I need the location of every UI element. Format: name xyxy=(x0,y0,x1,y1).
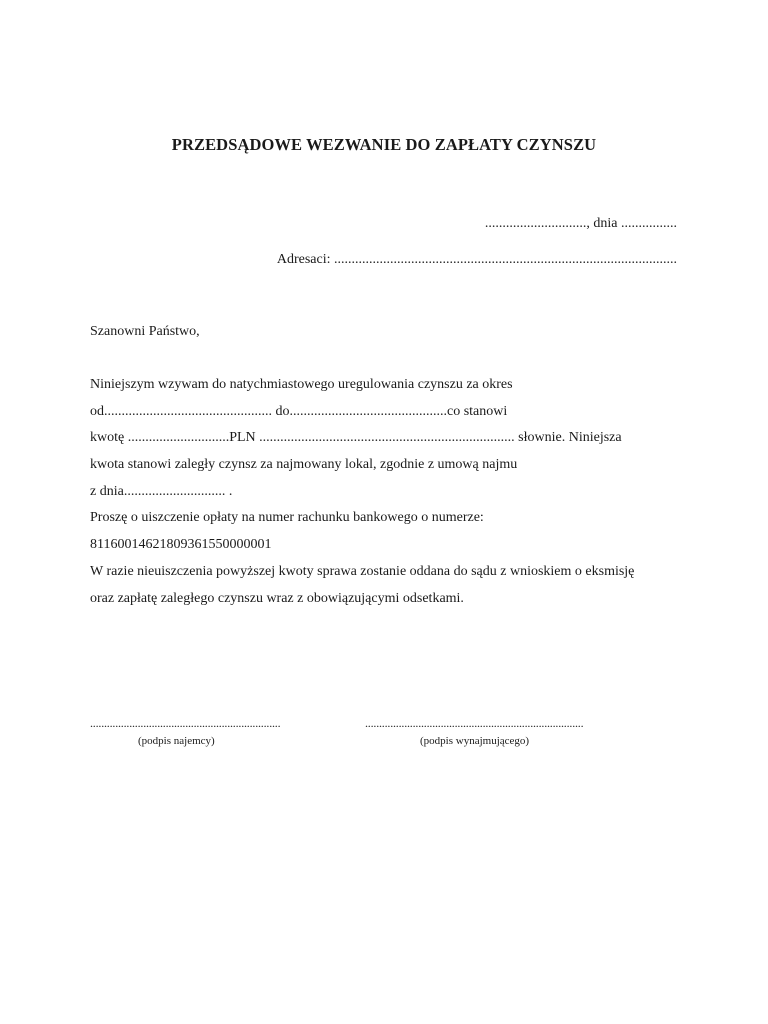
landlord-signature-line: .............................................................................. xyxy=(365,716,584,730)
body-line: W razie nieuiszczenia powyższej kwoty sprawa zostanie oddana do sądu z wnioskiem o eksmisję xyxy=(90,563,635,579)
tenant-signature-line: .................................................................... xyxy=(90,716,281,730)
bank-account-number: 81160014621809361550000001 xyxy=(90,537,272,553)
body-line: od................................................ do.............................................co stanowi xyxy=(90,403,508,419)
body-line: kwotę .............................PLN ......................................................................... słownie. Niniejsza xyxy=(90,430,622,446)
body-line: oraz zapłatę zaległego czynszu wraz z obowiązującymi odsetkami. xyxy=(90,590,464,606)
body-line: Proszę o uiszczenie opłaty na numer rachunku bankowego o numerze: xyxy=(90,510,484,526)
document-title: PRZEDSĄDOWE WEZWANIE DO ZAPŁATY CZYNSZU xyxy=(171,135,597,154)
body-line: Niniejszym wzywam do natychmiastowego uregulowania czynszu za okres xyxy=(90,377,513,392)
tenant-signature-label: (podpis najemcy) xyxy=(138,735,215,747)
greeting: Szanowni Państwo, xyxy=(90,324,200,339)
body-line: z dnia............................. . xyxy=(90,483,233,499)
body-line: kwota stanowi zaległy czynsz za najmowany lokal, zgodnie z umową najmu xyxy=(90,457,518,473)
addressee-line: Adresaci: .................................................................................................. xyxy=(276,252,677,267)
date-line: ............................., dnia ................ xyxy=(484,216,677,231)
body-text xyxy=(90,376,690,616)
landlord-signature-label: (podpis wynajmującego) xyxy=(420,735,530,747)
